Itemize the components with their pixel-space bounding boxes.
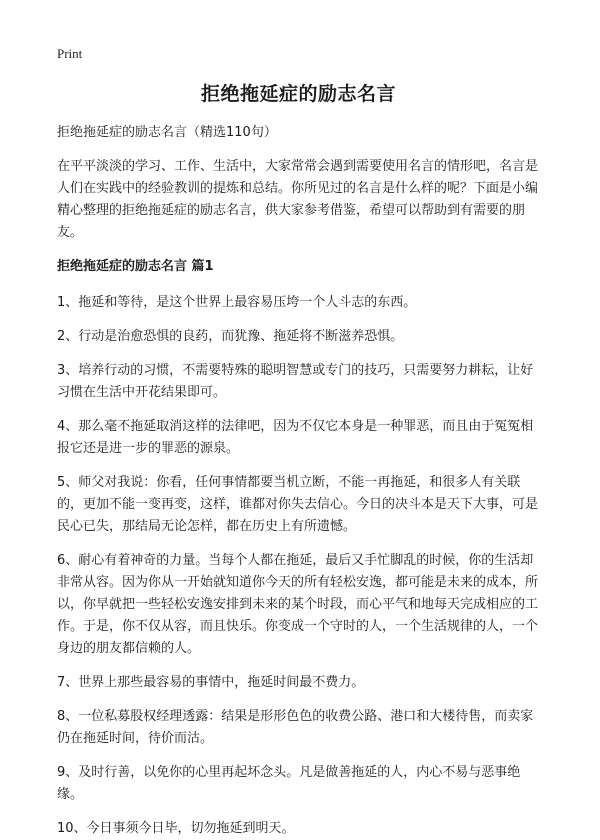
quote-item: 2、行动是治愈恐惧的良药，而犹豫、拖延将不断滋养恐惧。 [57,329,404,344]
quote-item: 8、一位私募股权经理透露：结果是形形色色的收费公路、港口和大楼待售，而卖家仍在拖延时间，待价而沽。 [57,709,534,746]
document-subtitle: 拒绝拖延症的励志名言（精选110句） [57,125,277,140]
quote-item: 4、那么毫不拖延取消这样的法律吧，因为不仅它本身是一种罪恶，而且由于冤冤相报它还是进一步的罪恶的源泉。 [57,419,534,456]
page-title: 拒绝拖延症的励志名言 [200,83,396,105]
intro-paragraph: 在平平淡淡的学习、工作、生活中，大家常常会遇到需要使用名言的情形吧，名言是人们在实践中的经验教训的提炼和总结。你所见过的名言是什么样的呢？下面是小编精心整理的拒绝拖延症的励志名言，供大家参考借鉴，希望可以帮助到有需要的朋友。 [57,159,539,240]
section-heading: 拒绝拖延症的励志名言 篇1 [57,259,214,274]
quote-list [57,292,540,840]
quote-item: 5、师父对我说：你看，任何事情都要当机立断，不能一再拖延，和很多人有关联的，更加不能一变再变，这样，谁都对你失去信心。今日的决斗本是天下大事，可是民心已失，那结局无论怎样，都在历史上有所遗憾。 [57,475,539,534]
quote-item: 7、世界上那些最容易的事情中，拖延时间最不费力。 [57,675,365,690]
quote-item: 9、及时行善，以免你的心里再起坏念头。凡是做善拖延的人，内心不易与恶事绝缘。 [57,765,521,802]
quote-item: 3、培养行动的习惯，不需要特殊的聪明智慧或专门的技巧，只需要努力耕耘，让好习惯在生活中开花结果即可。 [57,363,534,400]
print-link[interactable]: Print [57,46,83,61]
quote-item: 10、今日事须今日毕，切勿拖延到明天。 [57,821,295,836]
quote-item: 6、耐心有着神奇的力量。当每个人都在拖延，最后又手忙脚乱的时候，你的生活却非常从容。因为你从一开始就知道你今天的所有轻松安逸，都可能是未来的成本，所以，你早就把一些轻松安逸安排到未来的某个时段，而心平气和地每天完成相应的工作。于是，你不仅从容，而且快乐。你变成一个守时的人，一个生活规律的人，一个身边的朋友都信赖的人。 [57,553,539,656]
quote-item: 1、拖延和等待，是这个世界上最容易压垮一个人斗志的东西。 [57,295,417,310]
